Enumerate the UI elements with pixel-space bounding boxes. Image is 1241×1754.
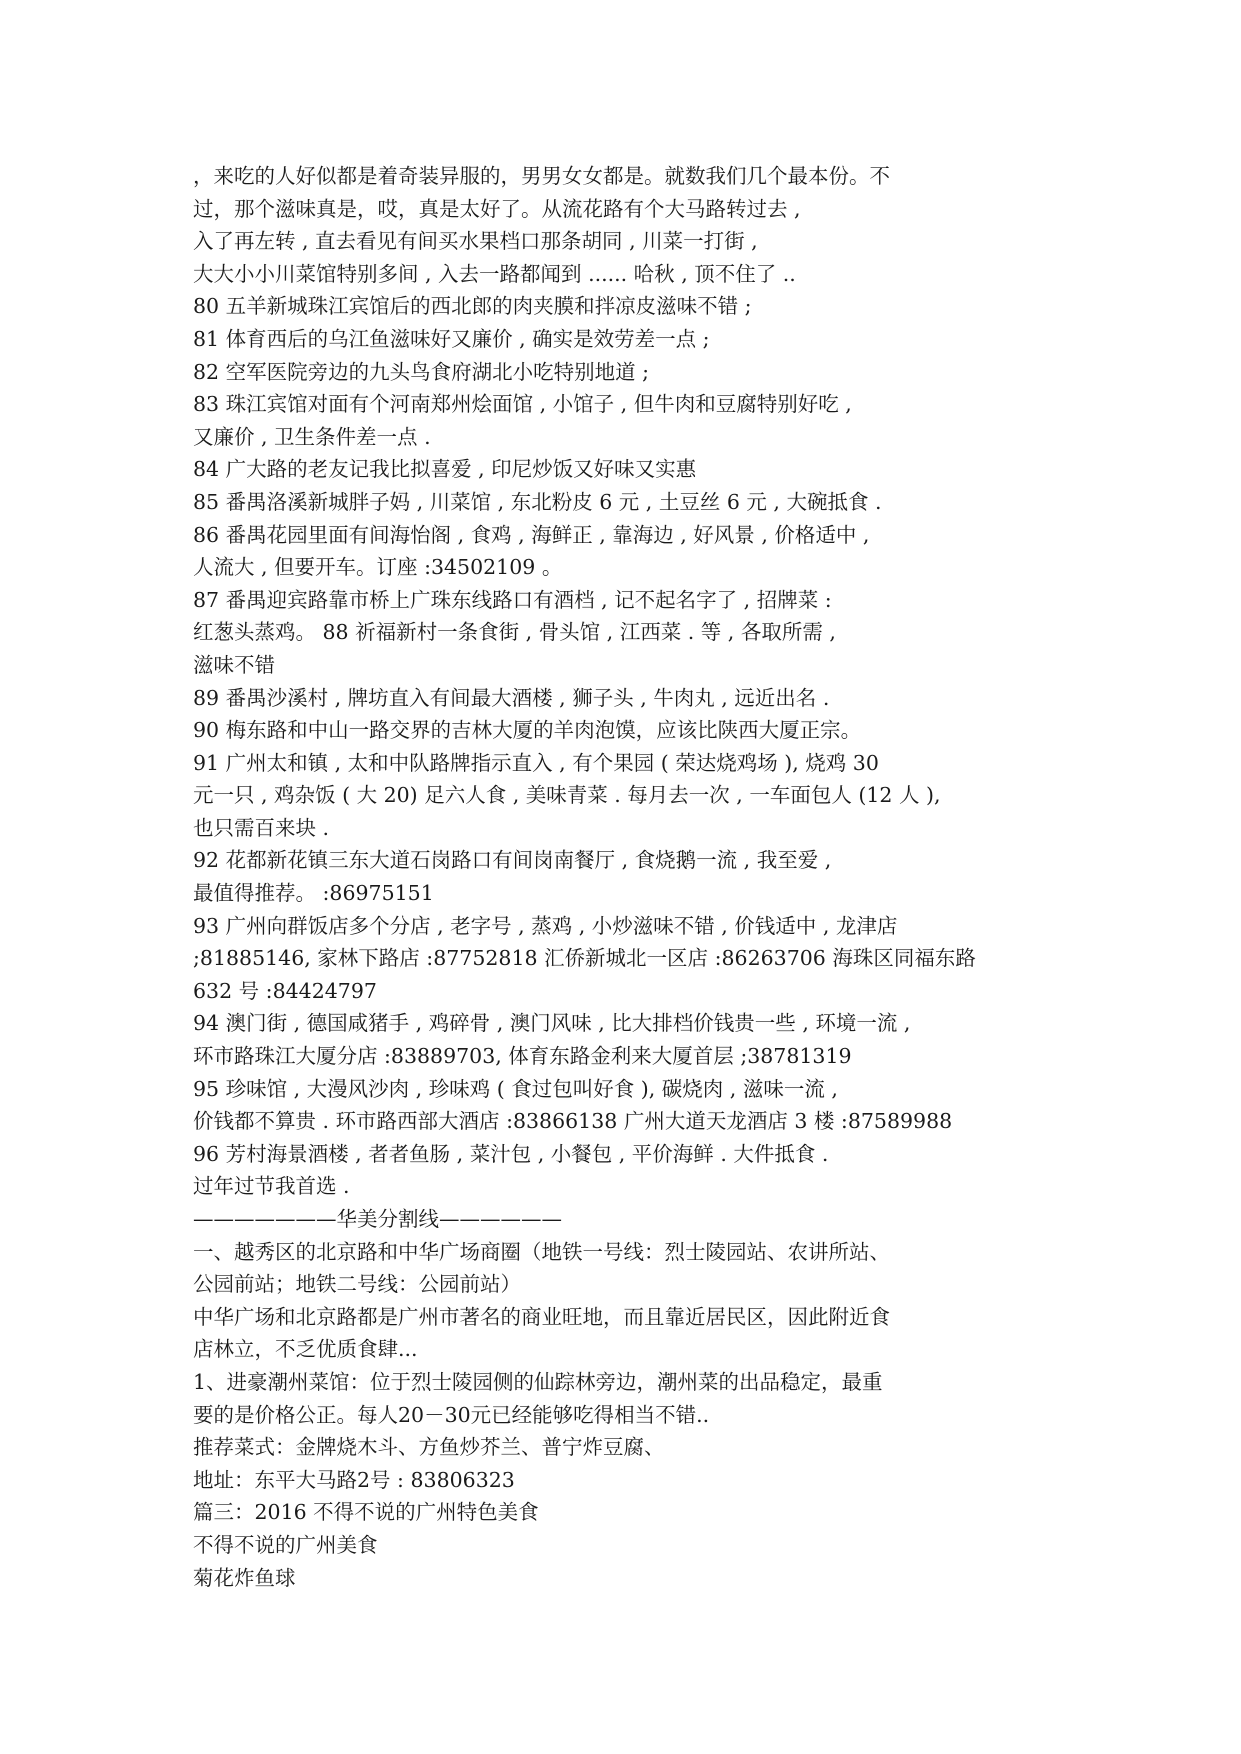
text-line: 87 番禺迎宾路靠市桥上广珠东线路口有酒档 , 记不起名字了 , 招牌菜 : (193, 587, 832, 612)
section-heading: 一、越秀区的北京路和中华广场商圈（地铁一号线：烈士陵园站、农讲所站、 (193, 1239, 890, 1264)
text-line: 82 空军医院旁边的九头鸟食府湖北小吃特别地道 ; (193, 359, 650, 384)
text-line: 地址：东平大马路2号 : 83806323 (193, 1467, 515, 1492)
text-line: 大大小小川菜馆特别多间 , 入去一路都闻到 ...... 哈秋 , 顶不住了 .. (193, 261, 796, 286)
document-body (193, 160, 1073, 1594)
text-line: 84 广大路的老友记我比拟喜爱 , 印尼炒饭又好味又实惠 (193, 457, 697, 482)
text-line: 最值得推荐。 :86975151 (193, 881, 434, 906)
text-line: 过年过节我首选 . (193, 1174, 350, 1199)
text-line: 90 梅东路和中山一路交界的吉林大厦的羊肉泡馍，应该比陕西大厦正宗。 (193, 718, 862, 743)
text-line: 95 珍味馆 , 大漫风沙肉 , 珍味鸡 ( 食过包叫好食 ), 碳烧肉 , 滋味一流 , (193, 1076, 838, 1101)
text-line: 1、进豪潮州菜馆：位于烈士陵园侧的仙踪林旁边，潮州菜的出品稳定，最重 (193, 1369, 883, 1394)
text-line: 要的是价格公正。每人20－30元已经能够吃得相当不错.. (193, 1402, 710, 1427)
text-line: 人流大 , 但要开车。订座 :34502109 。 (193, 555, 563, 580)
text-line: 86 番禺花园里面有间海怡阁 , 食鸡 , 海鲜正 , 靠海边 , 好风景 , 价格适中 , (193, 522, 870, 547)
section-divider: ———————华美分割线—————— (193, 1207, 562, 1231)
text-line: 93 广州向群饭店多个分店 , 老字号 , 蒸鸡 , 小炒滋味不错 , 价钱适中 , 龙津店 (193, 913, 898, 938)
text-line: 80 五羊新城珠江宾馆后的西北郎的肉夹膜和拌凉皮滋味不错 ; (193, 294, 752, 319)
text-line: 价钱都不算贵 . 环市路西部大酒店 :83866138 广州大道天龙酒店 3 楼 :87589988 (193, 1109, 953, 1134)
text-line: ;81885146, 家林下路店 :87752818 汇侨新城北一区店 :86263706 海珠区同福东路 (193, 946, 976, 971)
text-line: 89 番禺沙溪村 , 牌坊直入有间最大酒楼 , 狮子头 , 牛肉丸 , 远近出名 . (193, 685, 830, 710)
text-line: 又廉价 , 卫生条件差一点 . (193, 424, 431, 449)
text-line: 94 澳门街 , 德国咸猪手 , 鸡碎骨 , 澳门风味 , 比大排档价钱贵一些 , 环境一流 , (193, 1011, 911, 1036)
text-line: 滋味不错 (193, 652, 275, 677)
text-line: 元一只 , 鸡杂饭 ( 大 20) 足六人食 , 美味青菜 . 每月去一次 , 一车面包人 (12 人 ), (193, 783, 941, 808)
section-heading: 篇三：2016 不得不说的广州特色美食 (193, 1500, 539, 1525)
text-line: 91 广州太和镇 , 太和中队路牌指示直入 , 有个果园 ( 荣达烧鸡场 ), 烧鸡 30 (193, 750, 879, 775)
text-line: 过，那个滋味真是，哎，真是太好了。从流花路有个大马路转过去 , (193, 196, 801, 221)
text-line: 83 珠江宾馆对面有个河南郑州烩面馆 , 小馆子 , 但牛肉和豆腐特别好吃 , (193, 392, 852, 417)
text-line: 菊花炸鱼球 (193, 1565, 296, 1590)
text-line: 96 芳村海景酒楼 , 者者鱼肠 , 菜汁包 , 小餐包 , 平价海鲜 . 大件抵食 . (193, 1141, 829, 1166)
text-line: 红葱头蒸鸡。 88 祈福新村一条食街 , 骨头馆 , 江西菜 . 等 , 各取所需 , (193, 620, 836, 645)
text-line: 入了再左转 , 直去看见有间买水果档口那条胡同 , 川菜一打街 , (193, 229, 758, 254)
text-line: 推荐菜式：金牌烧木斗、方鱼炒芥兰、普宁炸豆腐、 (193, 1435, 665, 1460)
text-line: 不得不说的广州美食 (193, 1532, 378, 1557)
text-line: 92 花都新花镇三东大道石岗路口有间岗南餐厅 , 食烧鹅一流 , 我至爱 , (193, 848, 832, 873)
text-line: 632 号 :84424797 (193, 978, 377, 1003)
text-line: 81 体育西后的乌江鱼滋味好又廉价 , 确实是效劳差一点 ; (193, 326, 710, 351)
text-line: 公园前站；地铁二号线：公园前站） (193, 1272, 521, 1297)
text-line: 环市路珠江大厦分店 :83889703, 体育东路金利来大厦首层 ;38781319 (193, 1044, 852, 1069)
text-line: 85 番禺洛溪新城胖子妈 , 川菜馆 , 东北粉皮 6 元 , 土豆丝 6 元 , 大碗抵食 . (193, 489, 882, 514)
text-line: 中华广场和北京路都是广州市著名的商业旺地，而且靠近居民区，因此附近食 (193, 1304, 890, 1329)
text-line: ，来吃的人好似都是着奇装异服的，男男女女都是。就数我们几个最本份。不 (193, 164, 890, 188)
text-line: 店林立，不乏优质食肆... (193, 1337, 418, 1362)
text-line: 也只需百来块 . (193, 815, 330, 840)
